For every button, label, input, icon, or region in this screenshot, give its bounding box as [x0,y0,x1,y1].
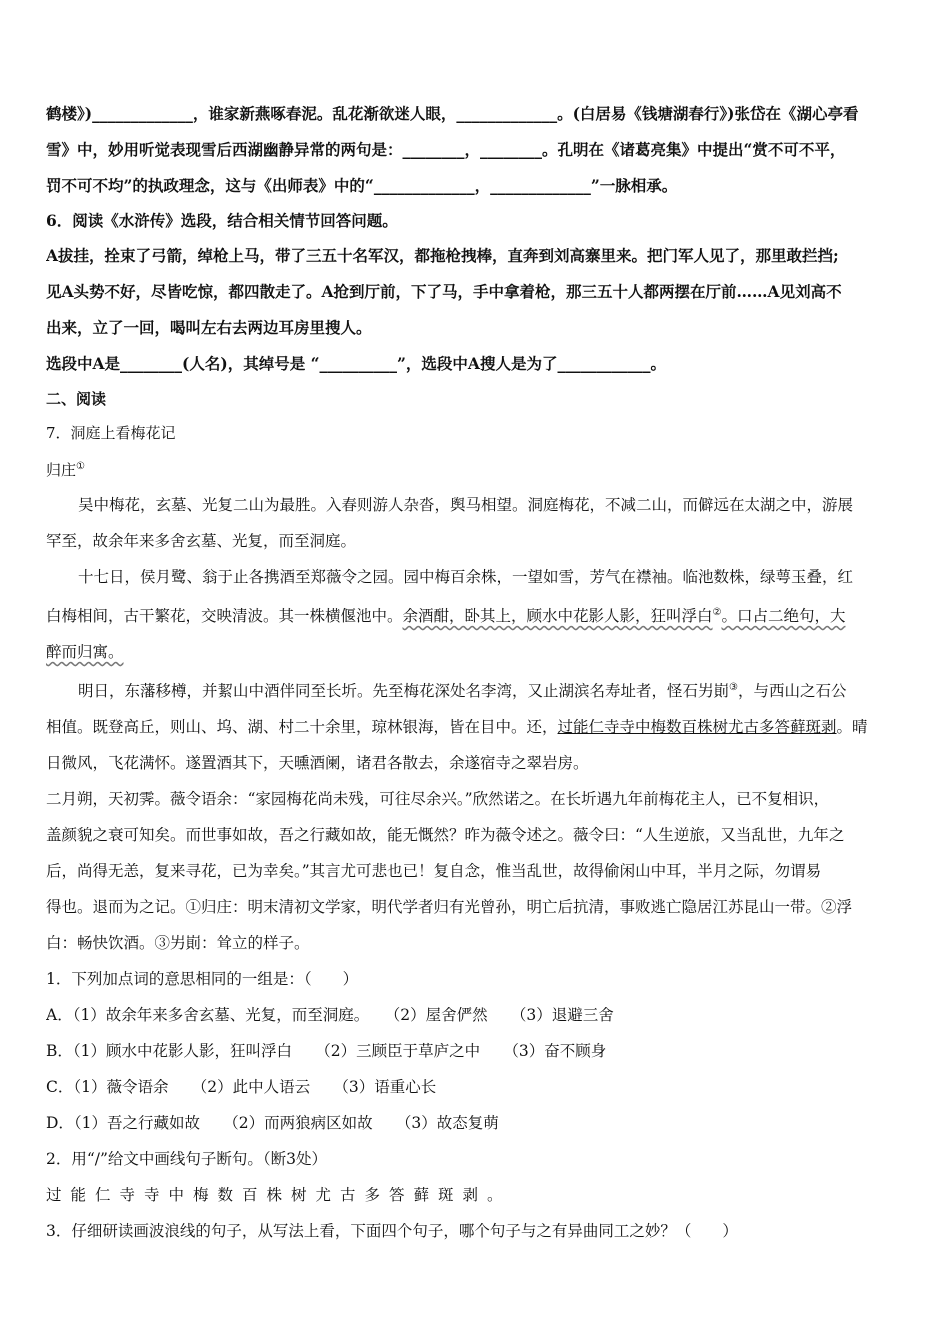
section-heading: 二、阅读 [46,390,107,408]
document-page [46,96,908,1249]
question-1: 1．下列加点词的意思相同的一组是：（ ） [46,970,359,989]
option-d: D．（1）吾之行藏如故 （2）而两狼病区如故 （3）故态复萌 [46,1114,499,1133]
para3-text-end: 。晴 [836,718,868,737]
option-a: A．（1）故余年来多舍玄墓、光复，而至洞庭。 （2）屋舍俨然 （3）退避三舍 [46,1006,614,1025]
para1-line-2: 罕至，故余年来多舍玄墓、光复，而至洞庭。 [46,532,357,550]
wavy-underlined-sentence: 余酒酣，卧其上，顾水中花影人影，狂叫浮白 [402,607,713,626]
underlined-sentence: 过能仁寺寺中梅数百株树尤古多答藓斑剥 [557,718,837,737]
footnote-mark: ① [76,461,85,472]
q6-fill-blank: 选段中A是________(人名)，其绰号是 “__________”，选段中A搜人是为了____________。 [46,354,666,373]
para2-line-2 [46,595,908,634]
para3-line-3: 日微风，飞花满怀。遂置酒其下，天曛酒阑，诸君各散去，余遂宿寺之翠岩房。 [46,754,589,773]
para4-line-5: 白：畅快饮酒。③屴崱：耸立的样子。 [46,934,310,953]
q6-paragraph-line-3: 出来，立了一回，喝叫左右去两边耳房里搜人。 [46,318,372,337]
para4-line-4: 得也。退而为之记。①归庄：明末清初文学家，明代学者归有光曾孙，明亡后抗清，事败逃亡隐居江苏昆山一带。②浮 [46,898,853,917]
option-c: C．（1）薇令语余 （2）此中人语云 （3）语重心长 [46,1078,437,1097]
q6-paragraph-line-2: 见A头势不好，尽皆吃惊，都四散走了。A抢到厅前，下了马，手中拿着枪，那三五十人都两摆在厅前……A见刘高不 [46,282,842,301]
para4-line-1: 二月朔，天初霁。薇令语余：“家园梅花尚未残，可往尽余兴。”欣然诺之。在长圻遇九年前梅花主人，已不复相识， [46,790,830,809]
para3-line-1 [46,670,908,709]
para3-text: 相值。既登高丘，则山、坞、湖、村二十余里，琼林银海，皆在目中。还， [46,718,558,737]
q5-line-3: 罚不可不均”的执政理念，这与《出师表》中的“_____________，_____________”一脉相承。 [46,176,678,195]
option-b: B．（1）顾水中花影人影，狂叫浮白 （2）三顾臣于草庐之中 （3）奋不顾身 [46,1042,607,1061]
wavy-underlined-sentence-cont: 。口占二绝句，大 [721,607,846,626]
para2-line-3 [46,634,908,670]
para4-line-2: 盖颜貌之衰可知矣。而世事如故，吾之行藏如故，能无慨然？昨为薇令述之。薇令曰：“人生逆旅，又当乱世，九年之 [46,826,845,845]
para4-line-3: 后，尚得无恙，复来寻花，已为幸矣。”其言尤可悲也已！复自念，惟当乱世，故得偷闲山中耳，半月之际，勿谓易 [46,862,822,881]
para2-line-1: 十七日，侯月鹭、翁于止各携酒至郑薇令之园。园中梅百余株，一望如雪，芳气在襟袖。临池数株，绿萼玉叠，红 [78,568,854,586]
q7-title: 7．洞庭上看梅花记 [46,424,176,442]
author-name: 归庄 [46,461,77,479]
footnote-mark: ③ [729,682,738,694]
para2-plain: 白梅相间，古干繁花，交映清波。其一株横偃池中。 [46,607,403,626]
q5-line-2: 雪》中，妙用听觉表现雪后西湖幽静异常的两句是：________，________。孔明在《诸葛亮集》中提出“赏不可不平， [46,140,846,159]
question-2-sentence: 过能仁寺寺中梅数百株树尤古多答藓斑剥。 [46,1186,512,1205]
para3-text: 明日，东藩移樽，并絜山中酒伴同至长圻。先至梅花深处名李湾，又止湖滨名寿址者，怪石屴崱 [78,682,730,701]
wavy-underlined-sentence-end: 醉而归寓。 [46,643,124,662]
question-3: 3．仔细研读画波浪线的句子，从写法上看，下面四个句子，哪个句子与之有异曲同工之妙？（ ） [46,1222,738,1241]
q6-title: 6．阅读《水浒传》选段，结合相关情节回答问题。 [46,211,398,230]
q7-author [46,450,908,487]
q5-line-1: 鹤楼》)_____________，谁家新燕啄春泥。乱花渐欲迷人眼，_____________。(白居易《钱塘湖春行》)张岱在《湖心亭看 [46,104,859,123]
footnote-mark: ② [712,607,722,618]
para3-line-2 [46,709,908,745]
para1-line-1: 吴中梅花，玄墓、光复二山为最胜。入春则游人杂沓，舆马相望。洞庭梅花，不减二山，而僻远在太湖之中，游展 [78,496,854,514]
para3-text-end: ，与西山之石公 [737,682,847,701]
q6-paragraph-line-1: A拔挂，拴束了弓箭，绰枪上马，带了三五十名军汉，都拖枪拽棒，直奔到刘高寨里来。把门军人见了，那里敢拦挡; [46,246,839,265]
question-2: 2．用“/”给文中画线句子断句。（断3处） [46,1150,328,1169]
